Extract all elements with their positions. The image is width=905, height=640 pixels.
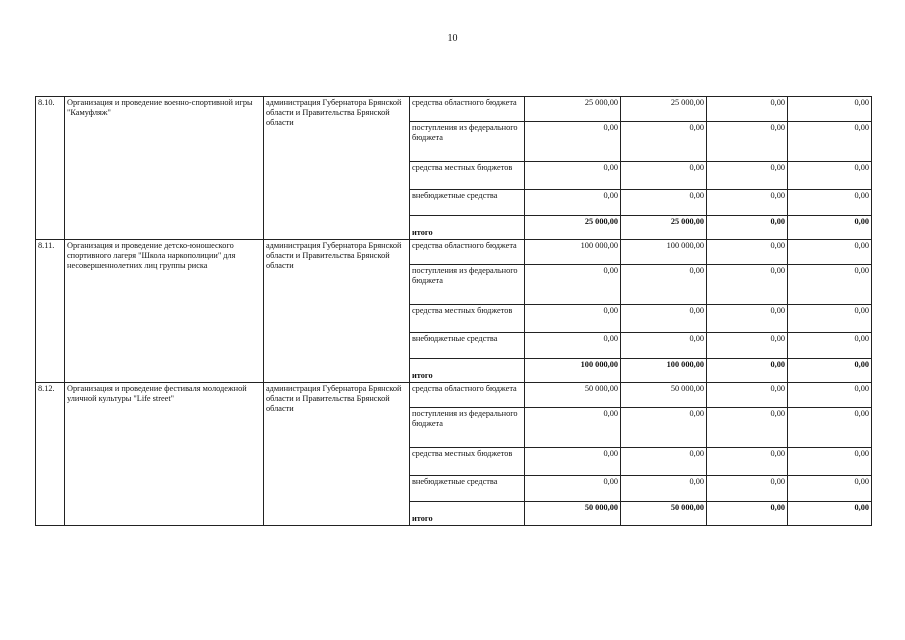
amount-cell: 50 000,00: [525, 502, 621, 526]
amount-cell: 0,00: [788, 265, 872, 305]
amount-cell: 0,00: [707, 333, 788, 359]
amount-cell: 0,00: [707, 190, 788, 216]
amount-cell: 100 000,00: [525, 359, 621, 383]
amount-cell: 0,00: [788, 359, 872, 383]
amount-cell: 0,00: [621, 162, 707, 190]
amount-cell: 0,00: [707, 476, 788, 502]
amount-cell: 0,00: [621, 122, 707, 162]
funding-source: средства местных бюджетов: [410, 162, 525, 190]
item-title: Организация и проведение детско-юношеского спортивного лагеря "Школа наркополиции" для несовершеннолетних лиц группы риска: [65, 240, 264, 383]
amount-cell: 50 000,00: [621, 502, 707, 526]
amount-cell: 0,00: [707, 162, 788, 190]
funding-source: внебюджетные средства: [410, 190, 525, 216]
amount-cell: 0,00: [707, 122, 788, 162]
page-number: 10: [447, 33, 458, 44]
amount-cell: 0,00: [788, 383, 872, 408]
funding-source: средства местных бюджетов: [410, 448, 525, 476]
amount-cell: 0,00: [707, 265, 788, 305]
amount-cell: 0,00: [788, 97, 872, 122]
amount-cell: 0,00: [788, 502, 872, 526]
table-row: [36, 97, 872, 122]
amount-cell: 0,00: [621, 408, 707, 448]
amount-cell: 0,00: [525, 448, 621, 476]
amount-cell: 0,00: [788, 333, 872, 359]
item-code: 8.11.: [36, 240, 65, 383]
total-label: итого: [410, 216, 525, 240]
funding-source: средства областного бюджета: [410, 383, 525, 408]
amount-cell: 0,00: [621, 333, 707, 359]
total-label: итого: [410, 502, 525, 526]
amount-cell: 0,00: [621, 305, 707, 333]
item-code: 8.12.: [36, 383, 65, 526]
funding-source: средства местных бюджетов: [410, 305, 525, 333]
item-executor: администрация Губернатора Брянской области и Правительства Брянской области: [264, 383, 410, 526]
amount-cell: 0,00: [525, 122, 621, 162]
funding-source: поступления из федерального бюджета: [410, 122, 525, 162]
amount-cell: 0,00: [788, 122, 872, 162]
item-executor: администрация Губернатора Брянской области и Правительства Брянской области: [264, 97, 410, 240]
amount-cell: 0,00: [621, 476, 707, 502]
amount-cell: 0,00: [525, 305, 621, 333]
amount-cell: 0,00: [621, 265, 707, 305]
amount-cell: 0,00: [707, 448, 788, 476]
amount-cell: 0,00: [788, 305, 872, 333]
amount-cell: 0,00: [788, 448, 872, 476]
amount-cell: 0,00: [788, 162, 872, 190]
amount-cell: 0,00: [707, 408, 788, 448]
funding-source: внебюджетные средства: [410, 333, 525, 359]
amount-cell: 0,00: [788, 408, 872, 448]
amount-cell: 0,00: [788, 190, 872, 216]
budget-table: [35, 96, 872, 526]
amount-cell: 0,00: [707, 97, 788, 122]
amount-cell: 0,00: [707, 359, 788, 383]
item-code: 8.10.: [36, 97, 65, 240]
funding-source: поступления из федерального бюджета: [410, 265, 525, 305]
amount-cell: 25 000,00: [525, 216, 621, 240]
amount-cell: 0,00: [621, 190, 707, 216]
amount-cell: 0,00: [707, 240, 788, 265]
amount-cell: 0,00: [525, 408, 621, 448]
funding-source: средства областного бюджета: [410, 240, 525, 265]
amount-cell: 0,00: [525, 265, 621, 305]
total-label: итого: [410, 359, 525, 383]
amount-cell: 0,00: [707, 383, 788, 408]
amount-cell: 0,00: [525, 476, 621, 502]
amount-cell: 0,00: [788, 216, 872, 240]
amount-cell: 25 000,00: [525, 97, 621, 122]
amount-cell: 25 000,00: [621, 216, 707, 240]
amount-cell: 0,00: [707, 502, 788, 526]
amount-cell: 0,00: [525, 333, 621, 359]
item-executor: администрация Губернатора Брянской области и Правительства Брянской области: [264, 240, 410, 383]
amount-cell: 0,00: [621, 448, 707, 476]
funding-source: средства областного бюджета: [410, 97, 525, 122]
table-row: [36, 383, 872, 408]
amount-cell: 25 000,00: [621, 97, 707, 122]
table-row: [36, 240, 872, 265]
amount-cell: 0,00: [707, 216, 788, 240]
amount-cell: 0,00: [788, 240, 872, 265]
funding-source: поступления из федерального бюджета: [410, 408, 525, 448]
amount-cell: 50 000,00: [621, 383, 707, 408]
amount-cell: 100 000,00: [621, 359, 707, 383]
amount-cell: 100 000,00: [621, 240, 707, 265]
amount-cell: 50 000,00: [525, 383, 621, 408]
amount-cell: 0,00: [525, 190, 621, 216]
funding-source: внебюджетные средства: [410, 476, 525, 502]
amount-cell: 100 000,00: [525, 240, 621, 265]
amount-cell: 0,00: [707, 305, 788, 333]
amount-cell: 0,00: [788, 476, 872, 502]
item-title: Организация и проведение фестиваля молодежной уличной культуры "Life street": [65, 383, 264, 526]
item-title: Организация и проведение военно-спортивной игры "Камуфляж": [65, 97, 264, 240]
amount-cell: 0,00: [525, 162, 621, 190]
